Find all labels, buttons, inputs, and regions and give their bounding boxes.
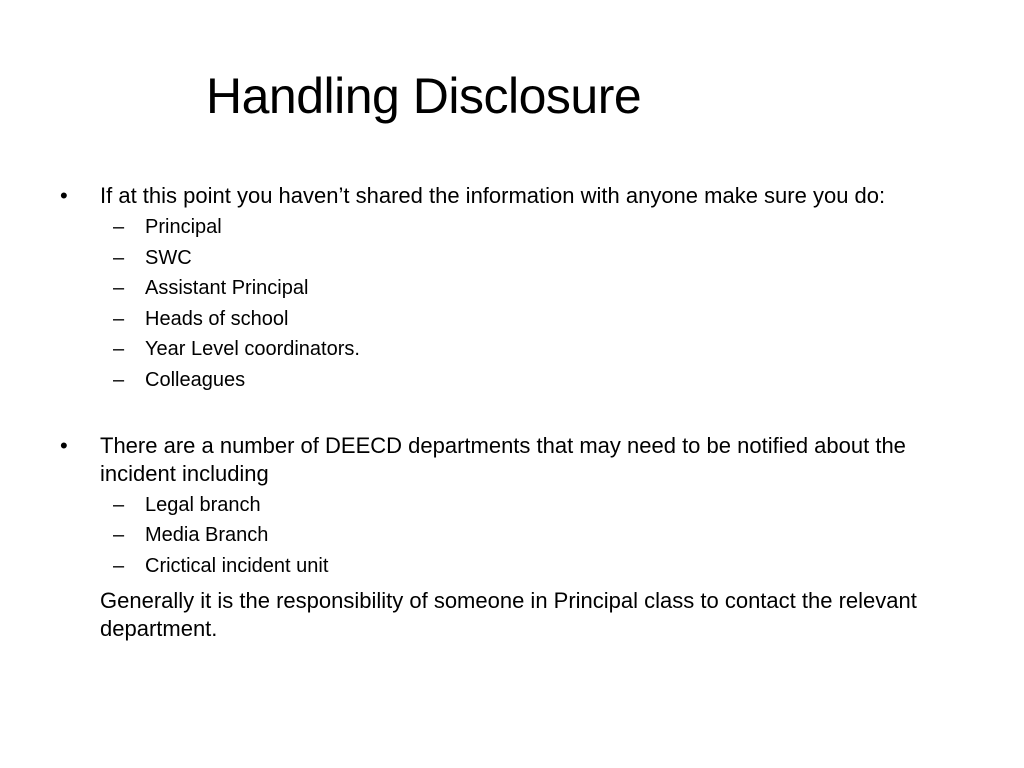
dash-marker: –: [113, 277, 125, 300]
sub-item-text: Principal: [145, 216, 222, 238]
slide-body: [60, 182, 960, 643]
sub-item-text: Media Branch: [145, 524, 269, 547]
sub-item-text: Colleagues: [145, 368, 246, 391]
sub-item: [60, 334, 960, 365]
dash-marker: –: [113, 338, 125, 361]
bullet-marker: •: [60, 183, 68, 208]
sub-item: [60, 212, 960, 243]
sub-item-text: Assistant Principal: [145, 277, 309, 300]
sub-item: [60, 490, 960, 521]
sub-item-text: Legal branch: [145, 493, 261, 516]
sub-item: [60, 273, 960, 304]
dash-marker: –: [113, 554, 125, 577]
sub-item-text: SWC: [145, 246, 192, 269]
sub-item: [60, 520, 960, 551]
dash-marker: –: [113, 307, 125, 330]
bullet-text: There are a number of DEECD departments that may need to be notified about the incident including: [100, 432, 906, 486]
dash-marker: –: [113, 216, 125, 238]
dash-marker: –: [113, 524, 125, 547]
bullet-marker: •: [60, 432, 68, 458]
sub-list: [60, 490, 960, 582]
sub-item: [60, 365, 960, 396]
sub-item: [60, 243, 960, 274]
dash-marker: –: [113, 246, 125, 269]
dash-marker: –: [113, 368, 125, 391]
sub-item: [60, 304, 960, 335]
closing-note: Generally it is the responsibility of someone in Principal class to contact the relevant department.: [100, 588, 917, 642]
sub-item-text: Heads of school: [145, 307, 289, 330]
bullet-text: If at this point you haven’t shared the information with anyone make sure you do:: [100, 183, 886, 208]
sub-list: [60, 212, 960, 396]
sub-item-text: Crictical incident unit: [145, 554, 329, 577]
sub-item: [60, 551, 960, 582]
sub-item-text: Year Level coordinators.: [145, 338, 360, 361]
slide-title: Handling Disclosure: [206, 68, 642, 124]
bullet-item: [60, 182, 960, 210]
bullet-item: [60, 432, 960, 488]
spacer: [60, 396, 960, 432]
dash-marker: –: [113, 493, 125, 516]
